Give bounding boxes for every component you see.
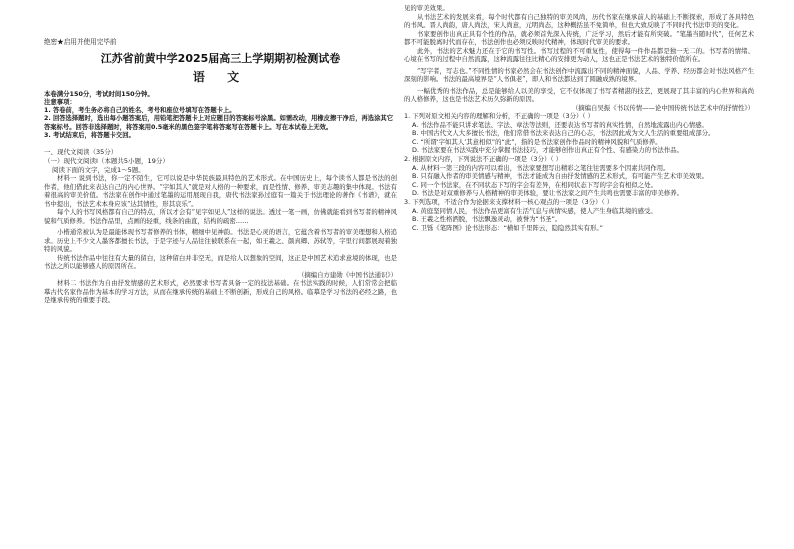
- question-2-stem: 2. 根据原文内容，下列说法不正确的一项是（3分）（ ）: [404, 154, 563, 163]
- right-paragraph: 此外，书法的艺术魅力还在于它的书写性。书写过程的不可重复性，使得每一件作品都是独一无二的。书写者的情绪、心境在书写的过程中自然流露，这种流露往往比精心的安排更为动人，这也正是书法艺术的独特价值所在。: [404, 46, 754, 63]
- question-1-option: D. 书法家要在书法实践中充分掌握书法技巧，才能够创作出真正有个性、有感染力的书法作品。: [412, 146, 683, 155]
- reading-instruction: 阅读下面的文字，完成1～5题。: [52, 165, 145, 174]
- question-2-option: C. 同一个书法家，在不同状态下写的字会有差异，在相同状态下写的字会有相似之处。: [412, 180, 657, 189]
- note-item-1: 1. 答卷前，考生务必将自己的姓名、考号和座位号填写在答题卡上。: [44, 106, 236, 114]
- question-3-option: A. 黄庭坚同情人民，书法作品更富有生活气息与真情实感，使人产生身临其境的感受。: [412, 206, 657, 215]
- question-2-option: B. 只有融入作者的审美情感与精神，书法才能成为自由抒发情感的艺术形式，有可能产生艺术审美效果。: [412, 172, 709, 181]
- material1-source: （摘编自方建勋《中国书法通识》）: [297, 270, 397, 279]
- exam-title: 江苏省前黄中学2025届高三上学期期初检测试卷: [100, 51, 341, 65]
- question-2-option: D. 书法是对双重修养与人格精神的审美体验，要让书法家之间产生共鸣也需要丰富的审美修养。: [412, 189, 683, 198]
- subject-title: 语 文: [192, 69, 249, 84]
- secret-label: 绝密★启用并使用完毕前: [44, 38, 117, 46]
- section-heading: 一、现代文阅读（35分）: [44, 148, 118, 157]
- material1-paragraph: 材料一 说到书法，你一定不陌生，它可以说是中华民族最具特色的艺术形式。在中国历史上，每个读书人都是书法的创作者，他们借此来表达自己的内心世界。“字如其人”就是对人格的一种要求，而是性情、修养、审美志趣的集中体现。书法有着很高的审美价值。书法家在创作中通过笔墨的运用展现自我，唐代书法家孙过庭有一篇关于书法理论的著作《书谱》，就在书中提出，书法艺术本身应该“达其情性，形其哀乐”。: [44, 174, 397, 208]
- note-item-2: 2. 回答选择题时，选出每小题答案后，用铅笔把答题卡上对应题目的答案标号涂黑。如需改动，用橡皮擦干净后，再选涂其它答案标号。回答非选择题时，将答案用0.5毫米的黑色签字笔将答案写在答题卡上。写在本试卷上无效。: [44, 115, 393, 131]
- question-3-option: B. 王羲之性格洒脱，书法飘逸灵动，被誉为“书圣”。: [412, 215, 562, 224]
- right-column: [404, 4, 754, 232]
- right-paragraph: “写字者，写志也。”不同性情的书家必然会在书法创作中流露出不同的精神面貌，人品、学养、经历都会对书法风格产生深刻的影响。书法的最高境界是“人书俱老”，即人和书法都达到了圆融成熟的境界。: [404, 66, 754, 83]
- subsection-heading: （一）现代文阅读Ⅰ（本题共5小题，19分）: [44, 157, 169, 165]
- exam-meta: 本卷满分150分，考试时间150分钟。: [44, 89, 154, 98]
- material1-paragraph: 小楷通常被认为是最能体现书写者修养的书体，精细中见神韵。书法是心灵的语言，它蕴含着书写者的审美理想和人格追求。历史上不少文人墨客都擅长书法，于是字迹与人品往往被联系在一起，如王羲之、颜真卿、苏轼等，字里行间都展现着独特的风貌。: [44, 228, 397, 254]
- right-paragraph: 一幅优秀的书法作品，总是能够给人以美的享受，它不仅体现了书写者精湛的技艺，更展现了其丰富的内心世界和高尚的人格修养，这也是书法艺术历久弥新的原因。: [404, 86, 754, 103]
- note-item-3: 3. 考试结束后，将答题卡交回。: [44, 132, 135, 139]
- left-column: [44, 38, 397, 305]
- right-paragraph: 书家要创作出真正具有个性的作品，就必须首先深入传统，广泛学习，然后才能有所突破。“笔墨当随时代”，任何艺术都不可能脱离时代而存在，书法创作也必须反映时代精神，体现时代审美的要求。: [404, 29, 754, 46]
- right-paragraph: 从书法艺术的发展来看，每个时代都有自己独特的审美风尚，历代书家在继承前人的基础上不断探索，形成了各具特色的书风。晋人尚韵，唐人尚法，宋人尚意，元明尚态，这种概括虽不免简单，但也大致反映了不同时代书法审美的变化。: [404, 12, 754, 29]
- question-3-option: C. 卫铄《笔阵图》论书法形态：“横如千里阵云，隐隐然其实有形。”: [412, 223, 603, 232]
- question-1-option: B. 中国古代文人大多擅长书法，他们常借书法来表达自己的心志，书法因此成为文人生活的重要组成部分。: [412, 129, 715, 138]
- question-1-option: A. 书法作品不能只讲求笔法、字法、章法等法则，还要表达书写者的真实性情，自然地流露出内心情感。: [412, 120, 708, 129]
- material1-paragraph: 每个人的书写风格都有自己的特点，所以才会有“见字如见人”这样的说法。透过一笔一画，仿佛就能看到书写者的精神风貌和气质修养。书法作品里，点画的轻重，线条的曲直，结构的疏密……: [44, 208, 397, 225]
- right-paragraph: 见的审美效果。: [404, 4, 449, 12]
- question-1-option: C. “所谓‘字如其人’其意相似”的“此”，指的是书法家创作作品时的精神风貌和气质修养。: [412, 137, 662, 146]
- notes-title: 注意事项：: [44, 98, 76, 107]
- material1-paragraph: 传统书法作品中往往有大量的留白，这种留白并非空无，而是给人以想象的空间，这正是中国艺术追求意境的体现，也是书法之所以能够感人的原因所在。: [44, 253, 397, 271]
- question-3-stem: 3. 下列选项，不适合作为论据来支撑材料一核心观点的一项是（3分）（ ）: [404, 197, 614, 206]
- question-2-option: A. 从材料一第三段的内容可以看出，书法家要想写出精彩之笔往往需要多个因素共同作用。: [412, 163, 670, 172]
- material2-source: （摘编自吴振《书以传情——论中国传统书法艺术中的抒情性》）: [571, 103, 754, 112]
- question-1-stem: 1. 下列对原文相关内容的理解和分析，不正确的一项是（3分）（ ）: [404, 112, 594, 120]
- material2-paragraph: 材料二 书法作为自由抒发情感的艺术形式，必然要求书写者具备一定的技法基础。在书法实践的时候，人们常常会把临摹古代名家作品作为基本的学习方法，从而在继承传统的基础上不断创新，形成自己的风格。临摹是学习书法的必经之路，也是继承传统的重要手段。: [44, 279, 397, 305]
